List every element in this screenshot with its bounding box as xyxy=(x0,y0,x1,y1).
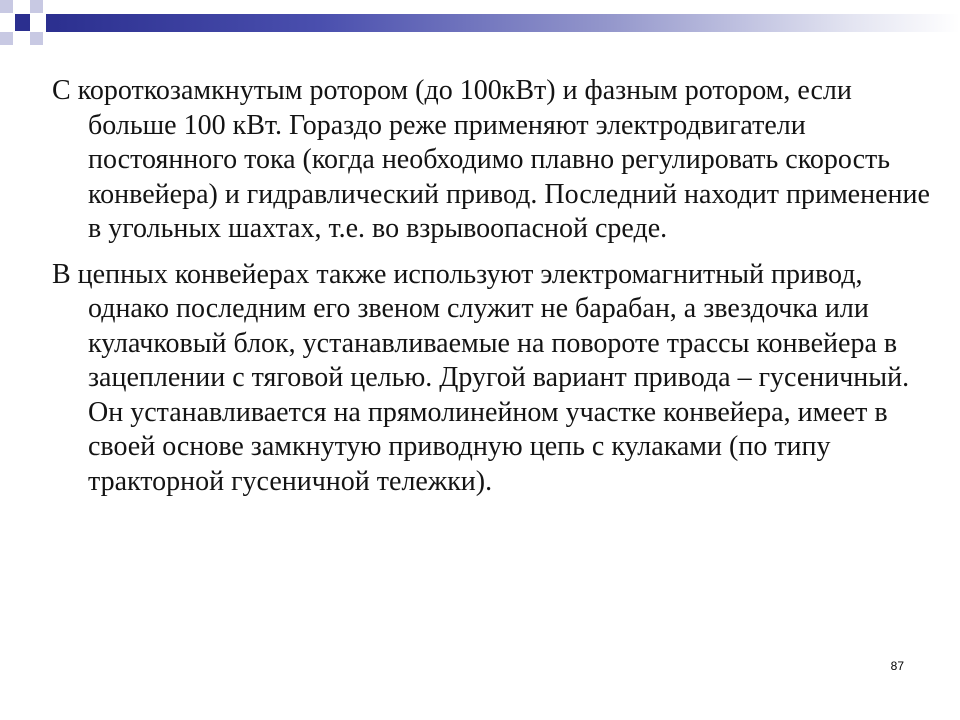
decor-square-top-right xyxy=(30,0,43,13)
paragraph-2: В цепных конвейерах также используют электромагнитный привод, однако последним его звеном служит не барабан, а звездочка или кулачковый блок, устанавливаемые на повороте трассы конвейера в зацеплении с тяговой целью. Другой вариант привода – гусеничный. Он устанавливается на прямолинейном участке конвейера, имеет в своей основе замкнутую приводную цепь с кулаками (по типу тракторной гусеничной тележки). xyxy=(52,258,910,497)
decor-square-bottom-left xyxy=(0,32,13,45)
slide-body xyxy=(52,74,932,499)
decor-square-center xyxy=(15,14,30,31)
header-gradient-bar xyxy=(46,14,960,32)
paragraph-1: С короткозамкнутым ротором (до 100кВт) и фазным ротором, если больше 100 кВт. Гораздо реже применяют электродвигатели постоянного тока (когда необходимо плавно регулировать скорость конвейера) и гидравлический привод. Последний находит применение в угольных шахтах, т.е. во взрывоопасной среде. xyxy=(52,75,930,244)
decor-square-bottom-right xyxy=(30,32,43,45)
page-number: 87 xyxy=(890,659,904,673)
slide-header-decoration xyxy=(0,0,960,54)
decor-square-top-left xyxy=(0,0,13,13)
